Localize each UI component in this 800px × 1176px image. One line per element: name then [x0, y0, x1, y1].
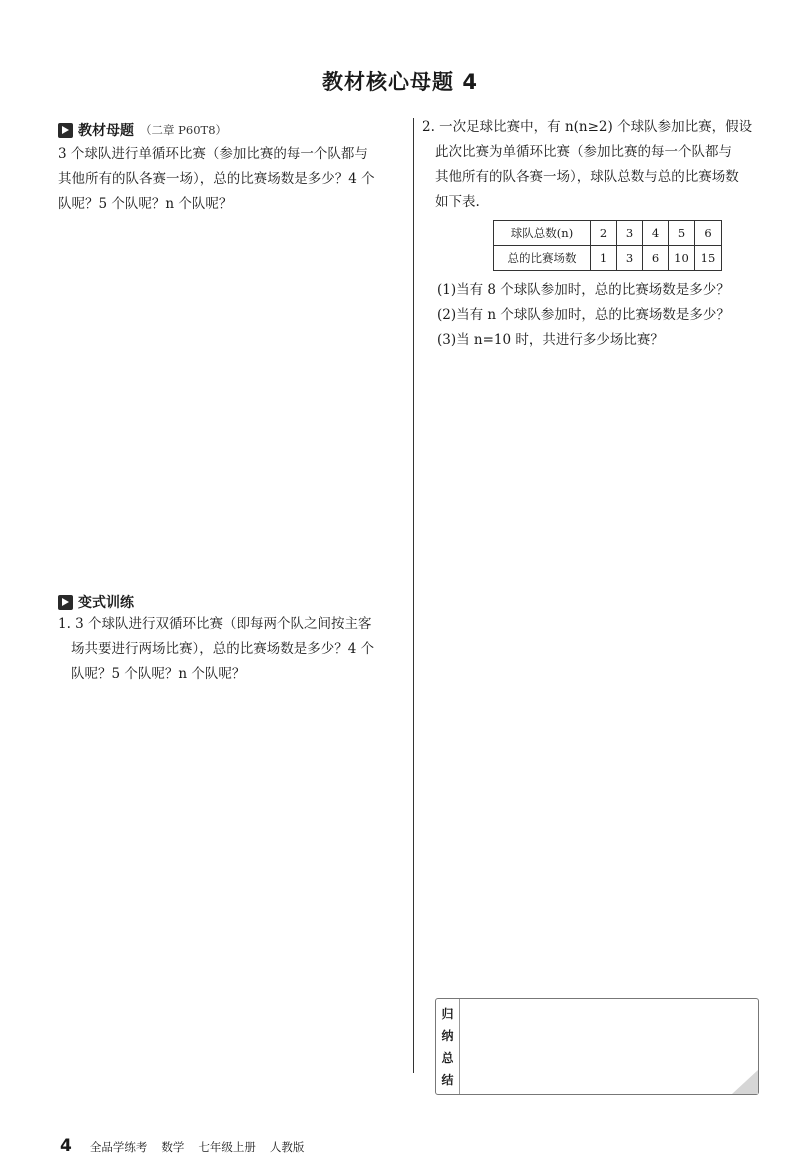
textbook-heading-label: 教材母题 — [78, 123, 134, 139]
variant-problem-text — [58, 612, 408, 687]
subquestion-1: (1)当有 8 个球队参加时，总的比赛场数是多少？ — [437, 282, 730, 298]
table-cell: 6 — [643, 246, 669, 271]
page-footer — [60, 1136, 318, 1156]
summary-char: 结 — [441, 1072, 454, 1087]
text-line: 其他所有的队各赛一场），球队总数与总的比赛场数 — [435, 169, 739, 185]
table-cell: 5 — [669, 221, 695, 246]
question-2-text — [422, 115, 772, 215]
footer-grade: 七年级上册 — [198, 1140, 256, 1154]
textbook-problem-text — [58, 142, 408, 217]
table-row — [494, 246, 722, 271]
variant-section-heading — [58, 592, 134, 612]
table-cell: 3 — [617, 221, 643, 246]
summary-char: 归 — [441, 1007, 454, 1022]
variant-heading-label: 变式训练 — [78, 595, 134, 611]
page-number: 4 — [60, 1136, 72, 1156]
footer-book: 全品学练考 — [89, 1140, 148, 1154]
summary-box — [435, 998, 759, 1095]
page-curl-icon — [732, 1070, 758, 1094]
summary-label — [436, 999, 460, 1094]
table-cell: 4 — [643, 221, 669, 246]
text-line: 1. 3 个球队进行双循环比赛（即每两个队之间按主客 — [58, 616, 372, 632]
table-cell: 3 — [617, 246, 643, 271]
text-line: 2. 一次足球比赛中，有 n(n≥2) 个球队参加比赛，假设 — [422, 119, 753, 135]
text-line: 队呢？5 个队呢？n 个队呢？ — [58, 196, 233, 212]
subquestion-3: (3)当 n=10 时，共进行多少场比赛？ — [437, 332, 664, 348]
text-line: 场共要进行两场比赛），总的比赛场数是多少？4 个 — [71, 641, 375, 657]
text-line: 其他所有的队各赛一场），总的比赛场数是多少？4 个 — [58, 171, 375, 187]
table-cell: 15 — [695, 246, 722, 271]
page-title: 教材核心母题 4 — [322, 70, 478, 94]
text-line: 3 个球队进行单循环比赛（参加比赛的每一个队都与 — [58, 146, 368, 162]
table-cell: 2 — [591, 221, 617, 246]
text-line: 此次比赛为单循环比赛（参加比赛的每一个队都与 — [435, 144, 732, 160]
triangle-marker-icon — [58, 123, 73, 138]
table-cell: 10 — [669, 246, 695, 271]
footer-edition: 人教版 — [269, 1140, 305, 1154]
text-line: 如下表. — [435, 194, 480, 210]
text-line: 队呢？5 个队呢？n 个队呢？ — [71, 666, 246, 682]
teams-matches-table — [493, 220, 722, 271]
question-2-subquestions — [437, 278, 777, 353]
summary-char: 总 — [441, 1050, 454, 1065]
summary-char: 纳 — [441, 1029, 454, 1044]
textbook-section-heading — [58, 120, 227, 140]
table-header-cell: 总的比赛场数 — [494, 246, 591, 271]
subquestion-2: (2)当有 n 个球队参加时，总的比赛场数是多少？ — [437, 307, 730, 323]
column-divider — [413, 118, 414, 1073]
table-cell: 6 — [695, 221, 722, 246]
table-header-cell: 球队总数(n) — [494, 221, 591, 246]
triangle-marker-icon — [58, 595, 73, 610]
footer-subject: 数学 — [161, 1140, 185, 1154]
table-row — [494, 221, 722, 246]
textbook-source: （二章 P60T8） — [140, 123, 228, 137]
table-cell: 1 — [591, 246, 617, 271]
